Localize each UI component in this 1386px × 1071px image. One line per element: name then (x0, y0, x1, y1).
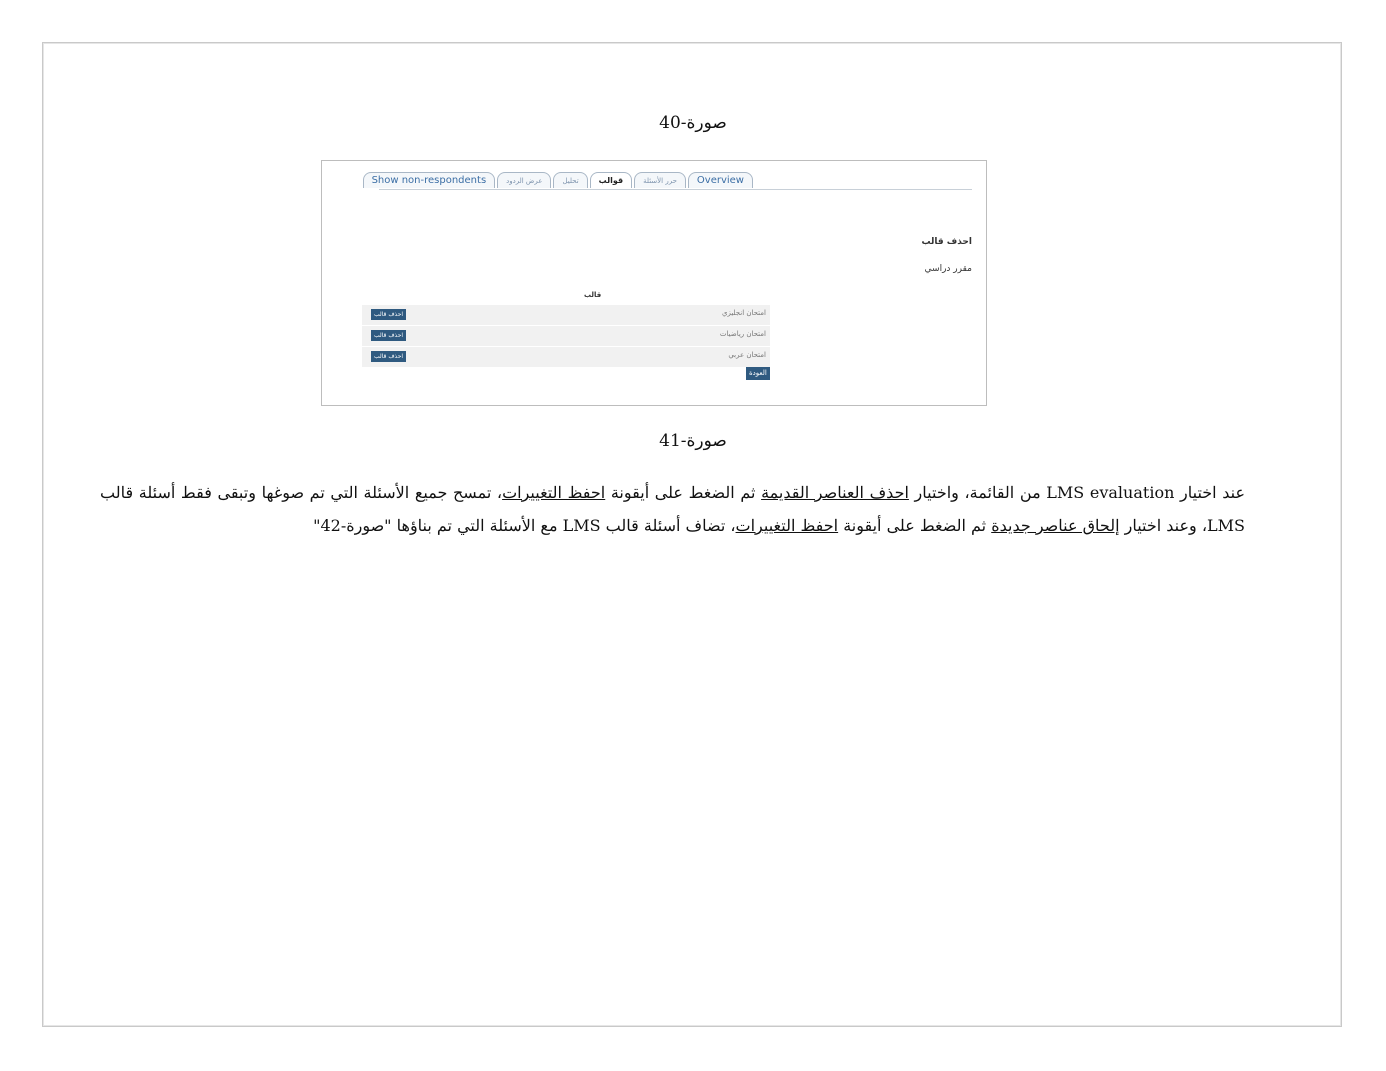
body-paragraph (100, 476, 1245, 542)
delete-template-button[interactable]: احذف قالب (371, 330, 406, 341)
template-column-header: قالب (584, 291, 602, 299)
figure-caption-41: صورة-41 (659, 431, 727, 451)
save-changes-link: احفظ التغييرات (735, 516, 839, 535)
tab-bar (371, 172, 972, 190)
back-button[interactable]: العودة (746, 367, 770, 380)
tab-analysis[interactable]: تحليل (553, 172, 587, 188)
embedded-screenshot (321, 160, 987, 406)
template-name: امتحان رياضيات (719, 330, 766, 338)
course-label: مقرر دراسي (924, 264, 972, 274)
tab-overview[interactable]: Overview (688, 172, 753, 188)
delete-old-items-link: احذف العناصر القديمة (761, 483, 909, 502)
tab-templates[interactable]: قوالب (590, 172, 632, 188)
tab-show-non-respondents[interactable]: Show non-respondents (363, 172, 496, 188)
table-row (362, 347, 770, 367)
table-row (362, 305, 770, 325)
save-changes-link: احفظ التغييرات (502, 483, 606, 502)
tab-row (363, 172, 753, 188)
template-name: امتحان انجليزي (721, 309, 766, 317)
delete-template-button[interactable]: احذف قالب (371, 309, 406, 320)
append-new-items-link: إلحاق عناصر جديدة (991, 516, 1120, 535)
template-name: امتحان عربي (728, 351, 766, 359)
table-row (362, 326, 770, 346)
delete-template-button[interactable]: احذف قالب (371, 351, 406, 362)
delete-template-heading: احذف قالب (921, 237, 972, 247)
paragraph-text: ثم الضغط على أيقونة (838, 516, 992, 535)
tab-edit-questions[interactable]: حرر الأسئلة (634, 172, 686, 188)
paragraph-text: ، تضاف أسئلة قالب LMS مع الأسئلة التي تم بناؤها "صورة-42" (313, 516, 736, 535)
figure-caption-40: صورة-40 (659, 113, 727, 133)
paragraph-text: عند اختيار LMS evaluation من القائمة، واختيار (908, 483, 1246, 502)
paragraph-text: ثم الضغط على أيقونة (605, 483, 762, 502)
tab-show-responses[interactable]: عرض الردود (497, 172, 551, 188)
paragraph-text: ، تمسح جميع الأسئلة التي تم صوغها وتبقى فقط أسئلة قالب LMS، وعند اختيار (100, 483, 1245, 535)
templates-table (362, 305, 770, 368)
